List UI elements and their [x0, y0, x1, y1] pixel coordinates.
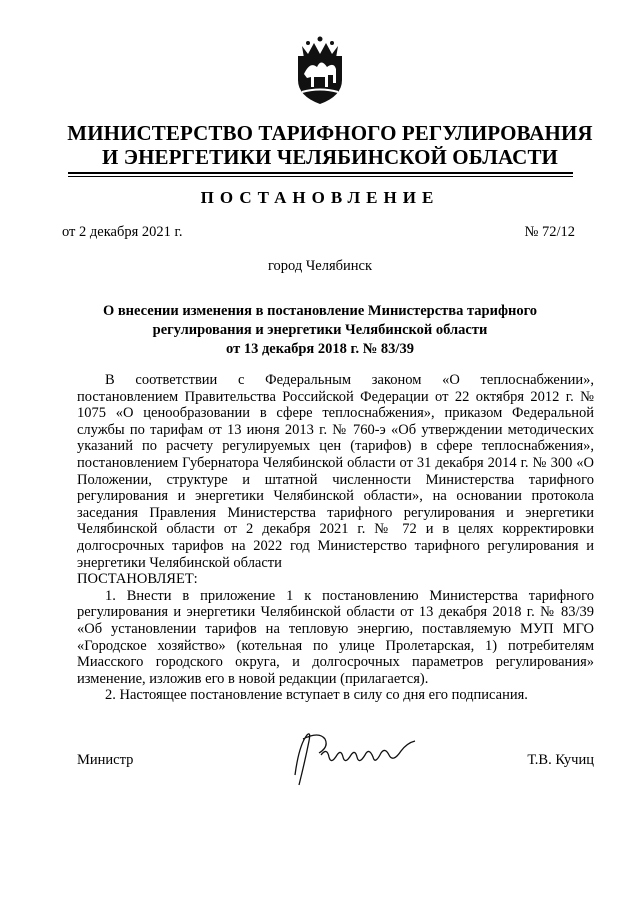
document-city: город Челябинск	[267, 258, 373, 274]
ministry-name-line-1: МИНИСТЕРСТВО ТАРИФНОГО РЕГУЛИРОВАНИЯ	[67, 121, 593, 145]
header-divider-thin	[68, 176, 573, 177]
item-2-paragraph: 2. Настоящее постановление вступает в силу со дня его подписания.	[105, 687, 528, 704]
ministry-name-line-2: И ЭНЕРГЕТИКИ ЧЕЛЯБИНСКОЙ ОБЛАСТИ	[102, 145, 558, 169]
document-number: № 72/12	[524, 224, 575, 240]
header-divider-thick	[68, 172, 573, 174]
resolves-heading: ПОСТАНОВЛЯЕТ:	[77, 571, 198, 588]
document-title	[90, 302, 550, 359]
signatory-position: Министр	[77, 752, 134, 768]
title-line-2: регулирования и энергетики Челябинской области	[152, 322, 488, 338]
document-date: от 2 декабря 2021 г.	[62, 224, 183, 240]
title-line-1: О внесении изменения в постановление Министерства тарифного	[102, 303, 538, 319]
document-type: ПОСТАНОВЛЕНИЕ	[200, 188, 440, 207]
title-line-3: от 13 декабря 2018 г. № 83/39	[226, 341, 414, 357]
preamble-paragraph: В соответствии с Федеральным законом «О теплоснабжении», постановлением Правительства Российской Федерации от 22 октября 2012 г. № 1075 «О ценообразовании в сфере теплоснабжения», приказом Федеральной службы по тарифам от 13 июня 2013 г. № 760-э «Об утверждении методических указаний по расчету регулируемых цен (тарифов) в сфере теплоснабжения», постановлением Губернатора Челябинской области от 31 декабря 2014 г. № 300 «О Положении, структуре и штатной численности Министерства тарифного регулирования и энергетики Челябинской области», на основании протокола заседания Правления Министерства тарифного регулирования и энергетики Челябинской области от 2 декабря 2021 г. № 72 и в целях корректировки долгосрочных тарифов на 2022 год Министерство тарифного регулирования и энергетики Челябинской области	[77, 372, 594, 571]
document-body	[77, 372, 594, 704]
item-1-paragraph: 1. Внести в приложение 1 к постановлению Министерства тарифного регулирования и энергетики Челябинской области от 13 декабря 2018 г. № 83/39 «Об установлении тарифов на тепловую энергию, поставляемую МУП МГО «Городское хозяйство» (котельная по улице Пролетарская, 1) потребителям Миасского городского округа, и долгосрочных параметров регулирования» изменение, изложив его в новой редакции (прилагается).	[77, 587, 594, 687]
handwritten-signature	[285, 725, 425, 795]
signatory-name: Т.В. Кучиц	[527, 752, 594, 768]
coat-of-arms-emblem	[290, 34, 350, 106]
